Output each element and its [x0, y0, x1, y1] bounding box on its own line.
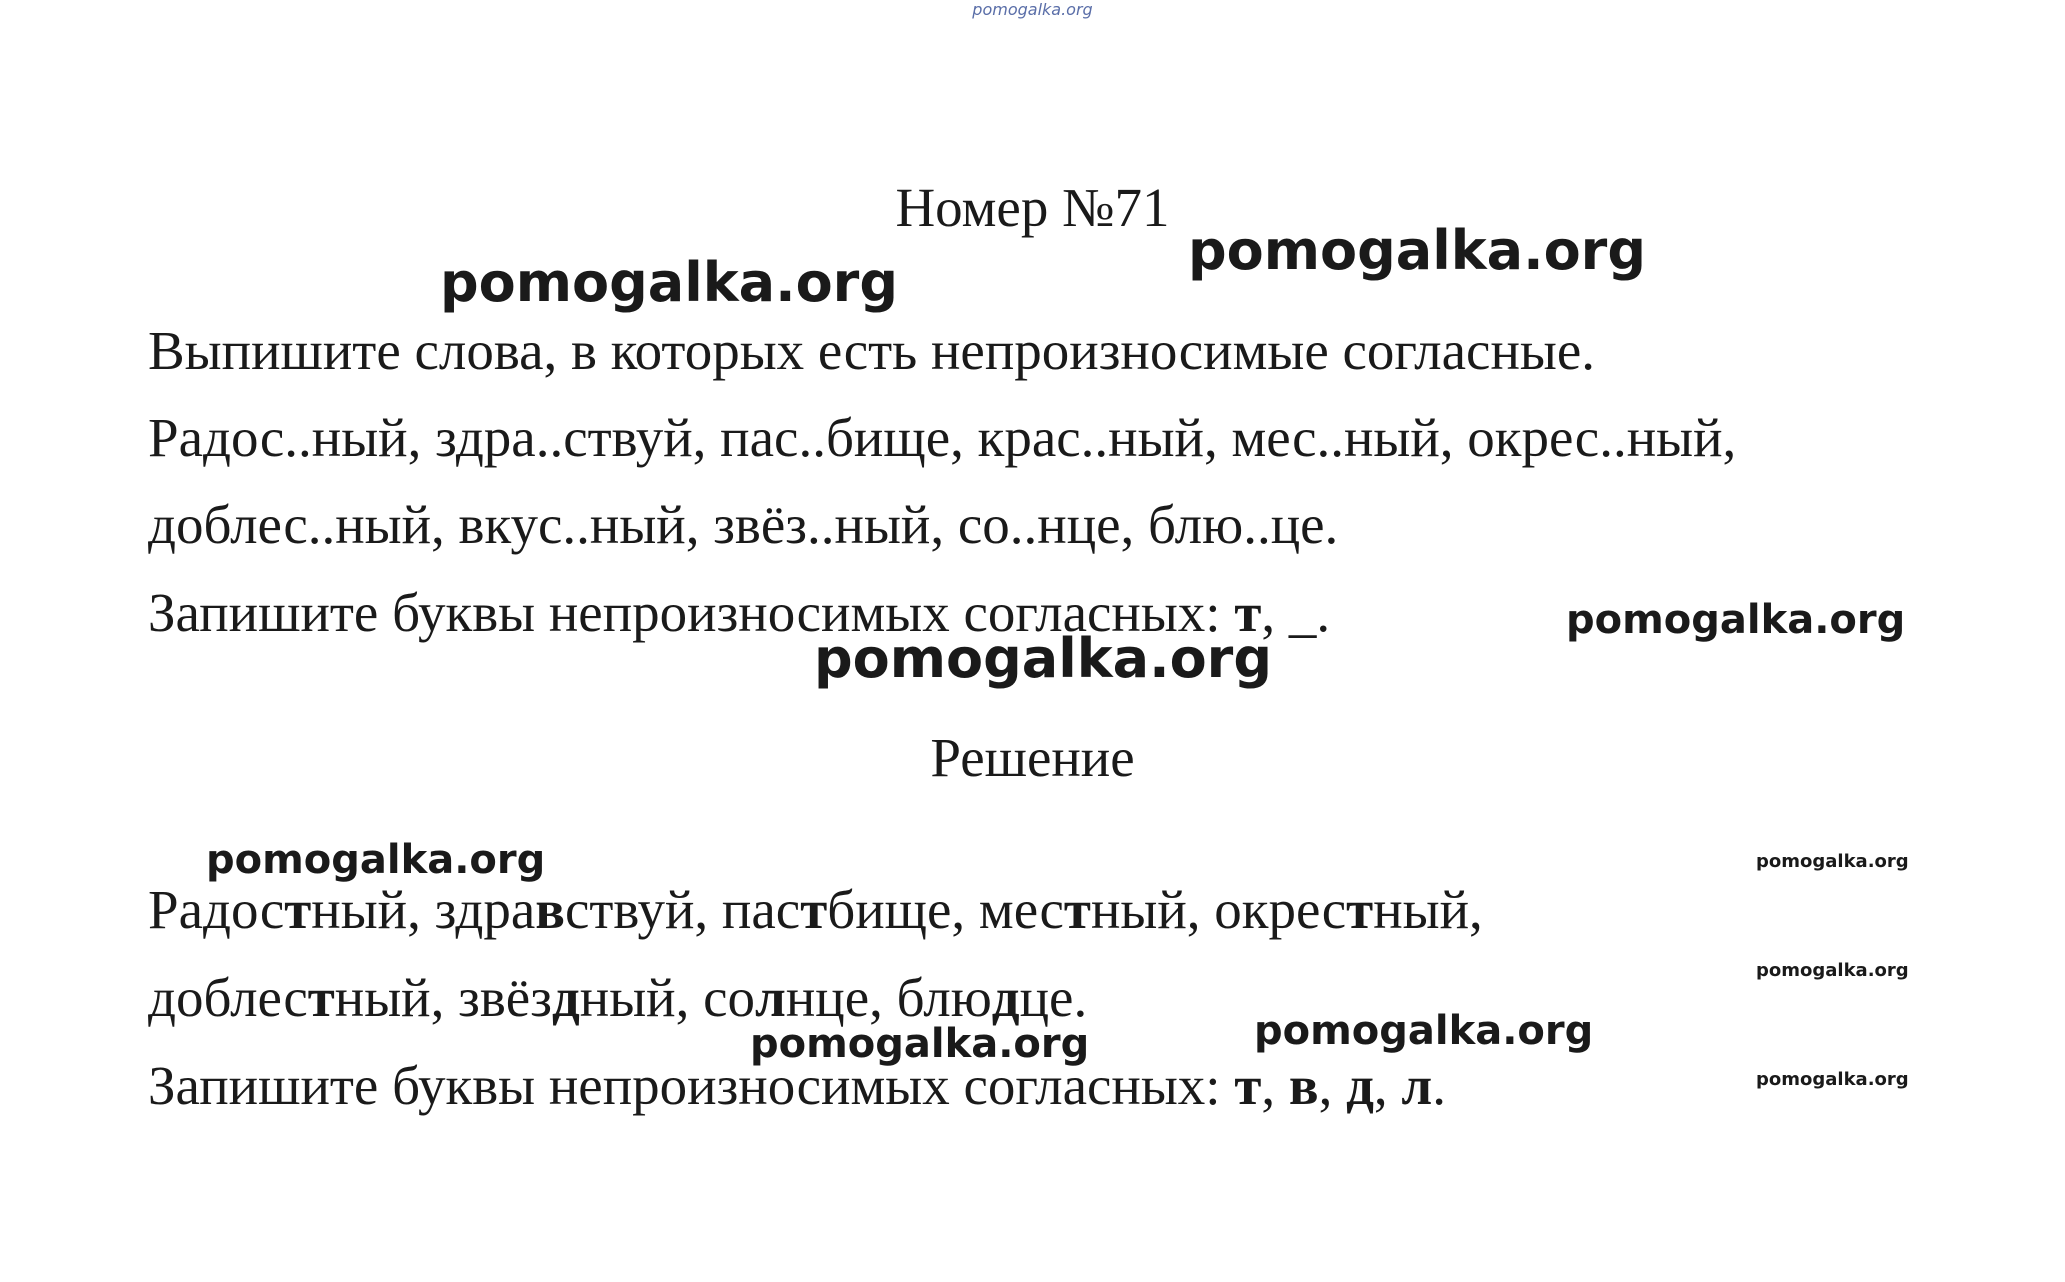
- text-segment: .: [1432, 1055, 1447, 1116]
- solution-line-2: [148, 967, 1088, 1028]
- solution-line-1: [148, 879, 1483, 940]
- watermark: pomogalka.org: [206, 837, 546, 883]
- highlighted-letter: в: [535, 879, 565, 940]
- text-segment: ствуй, пас: [564, 879, 801, 940]
- task-letters-suffix: , _.: [1261, 582, 1331, 643]
- highlighted-letter: л: [755, 967, 786, 1028]
- text-segment: ный, звёз: [334, 967, 552, 1028]
- text-segment: ,: [1373, 1055, 1402, 1116]
- text-segment: ,: [1318, 1055, 1347, 1116]
- highlighted-letter: т: [1346, 879, 1374, 940]
- watermark: pomogalka.org: [1756, 851, 1909, 872]
- watermark: pomogalka.org: [1254, 1008, 1594, 1054]
- highlighted-letter: т: [284, 879, 312, 940]
- watermark: pomogalka.org: [1756, 1069, 1909, 1090]
- highlighted-letter: т: [307, 967, 335, 1028]
- text-segment: бище, мес: [827, 879, 1064, 940]
- text-segment: нце, блю: [785, 967, 992, 1028]
- text-segment: ,: [1261, 1055, 1289, 1116]
- task-words-line-1: Радос..ный, здра..ствуй, пас..бище, крас..ный, мес..ный, окрес..ный,: [148, 407, 1737, 468]
- highlighted-letter: т: [1063, 879, 1091, 940]
- text-segment: Запишите буквы непроизносимых согласных:: [148, 1055, 1235, 1116]
- highlighted-letter: т: [1234, 1055, 1262, 1116]
- page-title: Номер №71: [895, 177, 1170, 238]
- highlighted-letter: в: [1288, 1055, 1319, 1116]
- watermark: pomogalka.org: [750, 1021, 1090, 1067]
- solution-line-3: [148, 1055, 1447, 1116]
- text-segment: ный,: [1373, 879, 1483, 940]
- text-segment: це.: [1019, 967, 1088, 1028]
- watermark: pomogalka.org: [814, 627, 1272, 690]
- highlighted-letter: д: [991, 967, 1020, 1028]
- task-instruction: Выпишите слова, в которых есть непроизносимые согласные.: [148, 320, 1595, 381]
- highlighted-letter: д: [1346, 1055, 1374, 1116]
- watermark: pomogalka.org: [1566, 597, 1906, 643]
- header-watermark: pomogalka.org: [972, 0, 1093, 19]
- solution-heading: Решение: [930, 727, 1135, 788]
- task-letters-prefix: Запишите буквы непроизносимых согласных:: [148, 582, 1235, 643]
- highlighted-letter: д: [551, 967, 580, 1028]
- task-words-line-2: доблес..ный, вкус..ный, звёз..ный, со..нце, блю..це.: [148, 494, 1339, 555]
- text-segment: Радос: [148, 879, 285, 940]
- watermark: pomogalka.org: [440, 251, 898, 314]
- text-segment: ный, здра: [311, 879, 536, 940]
- highlighted-letter: т: [800, 879, 828, 940]
- watermark: pomogalka.org: [1756, 960, 1909, 981]
- watermark: pomogalka.org: [1188, 219, 1646, 282]
- text-segment: доблес: [148, 967, 308, 1028]
- task-letters-bold: т: [1234, 582, 1262, 643]
- text-segment: ный, со: [579, 967, 755, 1028]
- highlighted-letter: л: [1401, 1055, 1433, 1116]
- text-segment: ный, окрес: [1090, 879, 1347, 940]
